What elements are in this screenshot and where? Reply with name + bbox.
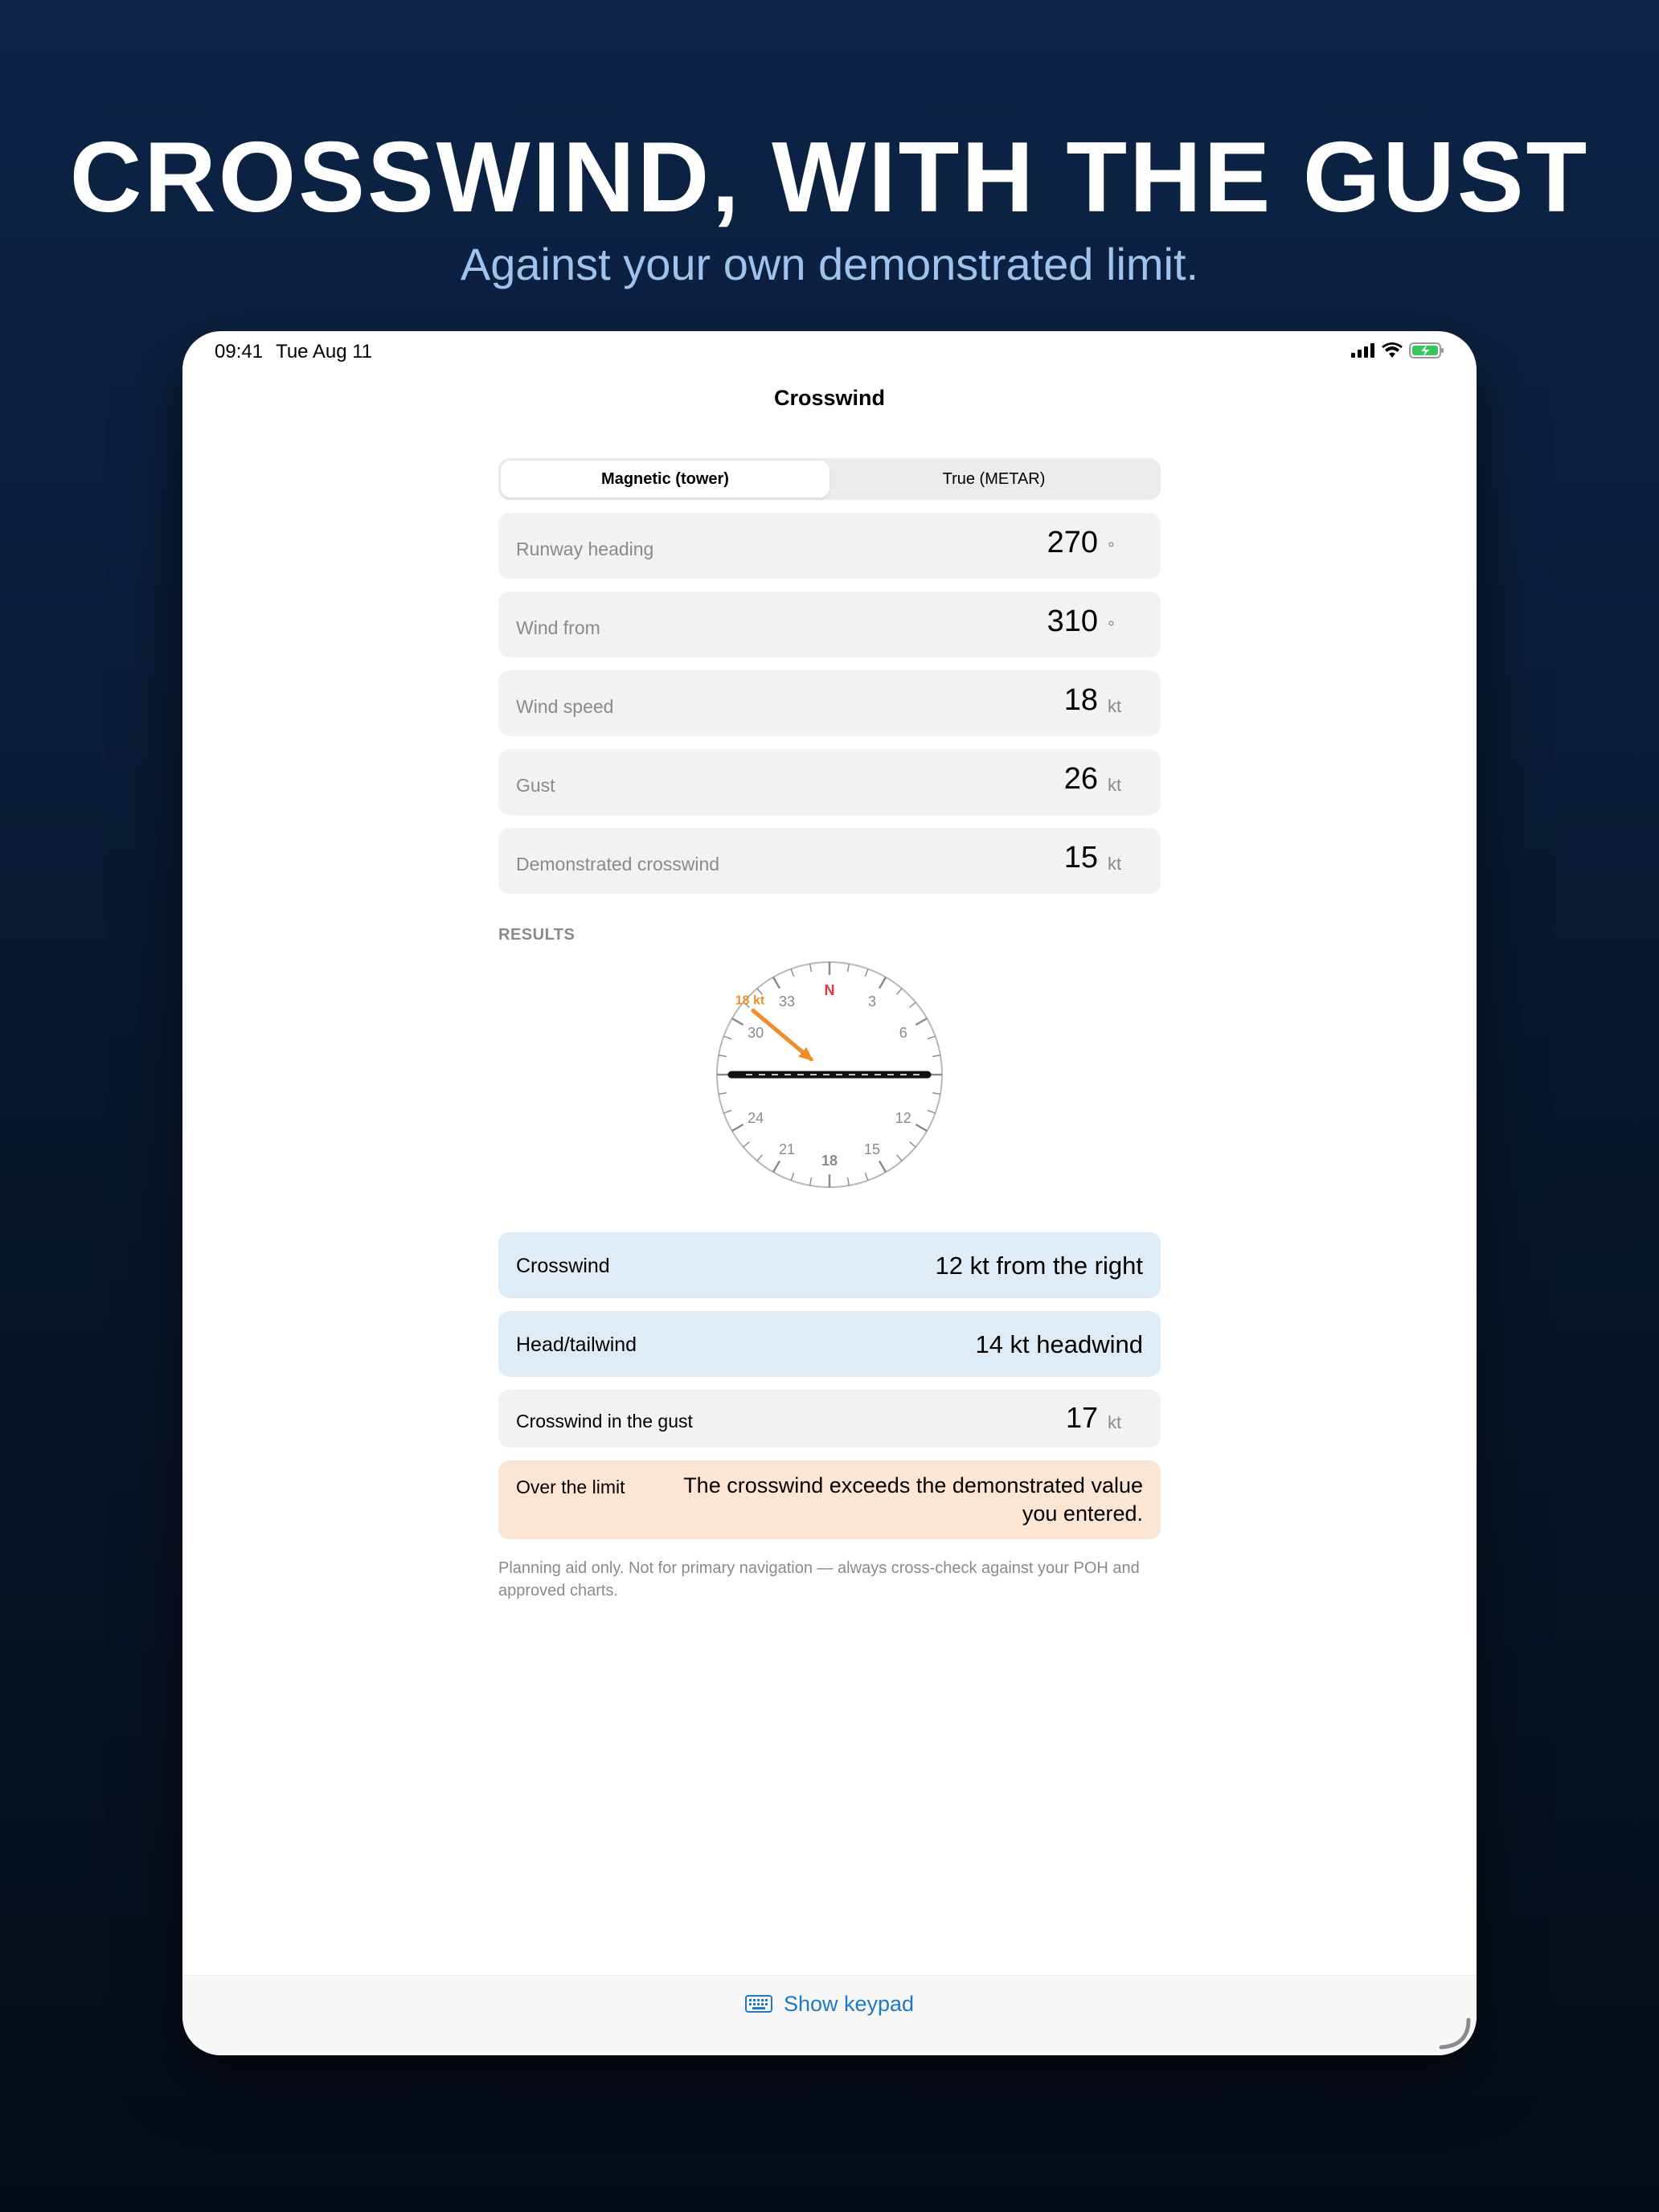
segment-magnetic[interactable]: Magnetic (tower) [501, 461, 830, 498]
status-bar [182, 331, 1477, 376]
wind-speed-label: 18 kt [735, 993, 765, 1008]
wifi-icon [1382, 342, 1403, 358]
demonstrated-crosswind-value[interactable]: 15 [1063, 841, 1098, 875]
field-unit: kt [1108, 854, 1122, 874]
compass-tick-label: 6 [899, 1025, 907, 1041]
field-unit: ° [1108, 617, 1115, 637]
promo-title: CROSSWIND, WITH THE GUST [69, 122, 1590, 233]
crosswind-value: 12 kt from the right [935, 1251, 1143, 1280]
result-label: Crosswind [516, 1255, 610, 1277]
compass-tick-label: 12 [895, 1110, 911, 1126]
field-label: Wind speed [516, 696, 614, 717]
calculator-form [498, 458, 1161, 1602]
field-unit: kt [1108, 696, 1122, 716]
result-label: Crosswind in the gust [516, 1411, 693, 1432]
field-label: Gust [516, 775, 555, 796]
battery-charging-icon [1409, 342, 1444, 358]
status-time: 09:41 [215, 341, 264, 363]
runway-heading-field[interactable] [498, 513, 1161, 579]
result-unit: kt [1108, 1412, 1122, 1432]
signal-icon [1351, 343, 1375, 358]
field-label: Runway heading [516, 539, 654, 559]
crosswind-result [498, 1232, 1161, 1298]
show-keypad-label: Show keypad [783, 1991, 915, 2016]
limit-message: The crosswind exceeds the demonstrated value you entered. [683, 1473, 1143, 1526]
compass-tick-label: 3 [867, 993, 877, 1010]
keyboard-icon [745, 1995, 772, 2013]
runway-heading-value[interactable]: 270 [1047, 526, 1098, 559]
demonstrated-crosswind-field[interactable] [498, 828, 1161, 894]
wind-from-value[interactable]: 310 [1047, 604, 1098, 638]
gust-crosswind-result [498, 1390, 1161, 1448]
wind-speed-field[interactable] [498, 670, 1161, 736]
compass-south-label: 18 [821, 1153, 838, 1169]
compass-tick-label: 15 [863, 1141, 881, 1157]
field-label: Wind from [516, 617, 600, 638]
compass-north-label: N [824, 982, 835, 998]
compass-tick-label: 33 [778, 993, 796, 1010]
resize-corner-icon [1436, 2015, 1472, 2050]
field-unit: kt [1108, 775, 1122, 795]
status-icons [1351, 342, 1444, 358]
headwind-result [498, 1311, 1161, 1377]
gust-field[interactable] [498, 749, 1161, 815]
status-clock [215, 341, 372, 363]
bottom-toolbar [182, 1975, 1477, 2055]
compass-tick-label: 21 [778, 1141, 796, 1157]
result-label: Head/tailwind [516, 1333, 637, 1356]
show-keypad-button[interactable] [182, 1976, 1477, 2032]
field-unit: ° [1108, 539, 1115, 559]
headwind-value: 14 kt headwind [975, 1330, 1143, 1358]
promo-subtitle: Against your own demonstrated limit. [460, 239, 1199, 289]
field-label: Demonstrated crosswind [516, 854, 720, 875]
page-title: Crosswind [773, 386, 886, 410]
segment-true[interactable]: True (METAR) [942, 469, 1046, 488]
compass-rose [709, 954, 950, 1195]
tablet-screen [182, 331, 1477, 2055]
disclaimer-text: Planning aid only. Not for primary navigation — always cross-check against your POH and approved charts. [498, 1559, 1140, 1600]
status-date: Tue Aug 11 [276, 341, 373, 363]
gust-value[interactable]: 26 [1063, 762, 1098, 796]
results-section-header: RESULTS [498, 926, 576, 944]
limit-label: Over the limit [516, 1477, 625, 1497]
gust-crosswind-value: 17 [1065, 1401, 1098, 1434]
compass-tick-label: 30 [748, 1025, 764, 1041]
limit-warning [498, 1460, 1161, 1539]
wind-from-field[interactable] [498, 592, 1161, 657]
wind-compass [498, 954, 1161, 1219]
reference-segmented-control[interactable] [498, 458, 1161, 500]
compass-tick-label: 24 [748, 1110, 764, 1126]
wind-speed-value[interactable]: 18 [1063, 683, 1098, 717]
